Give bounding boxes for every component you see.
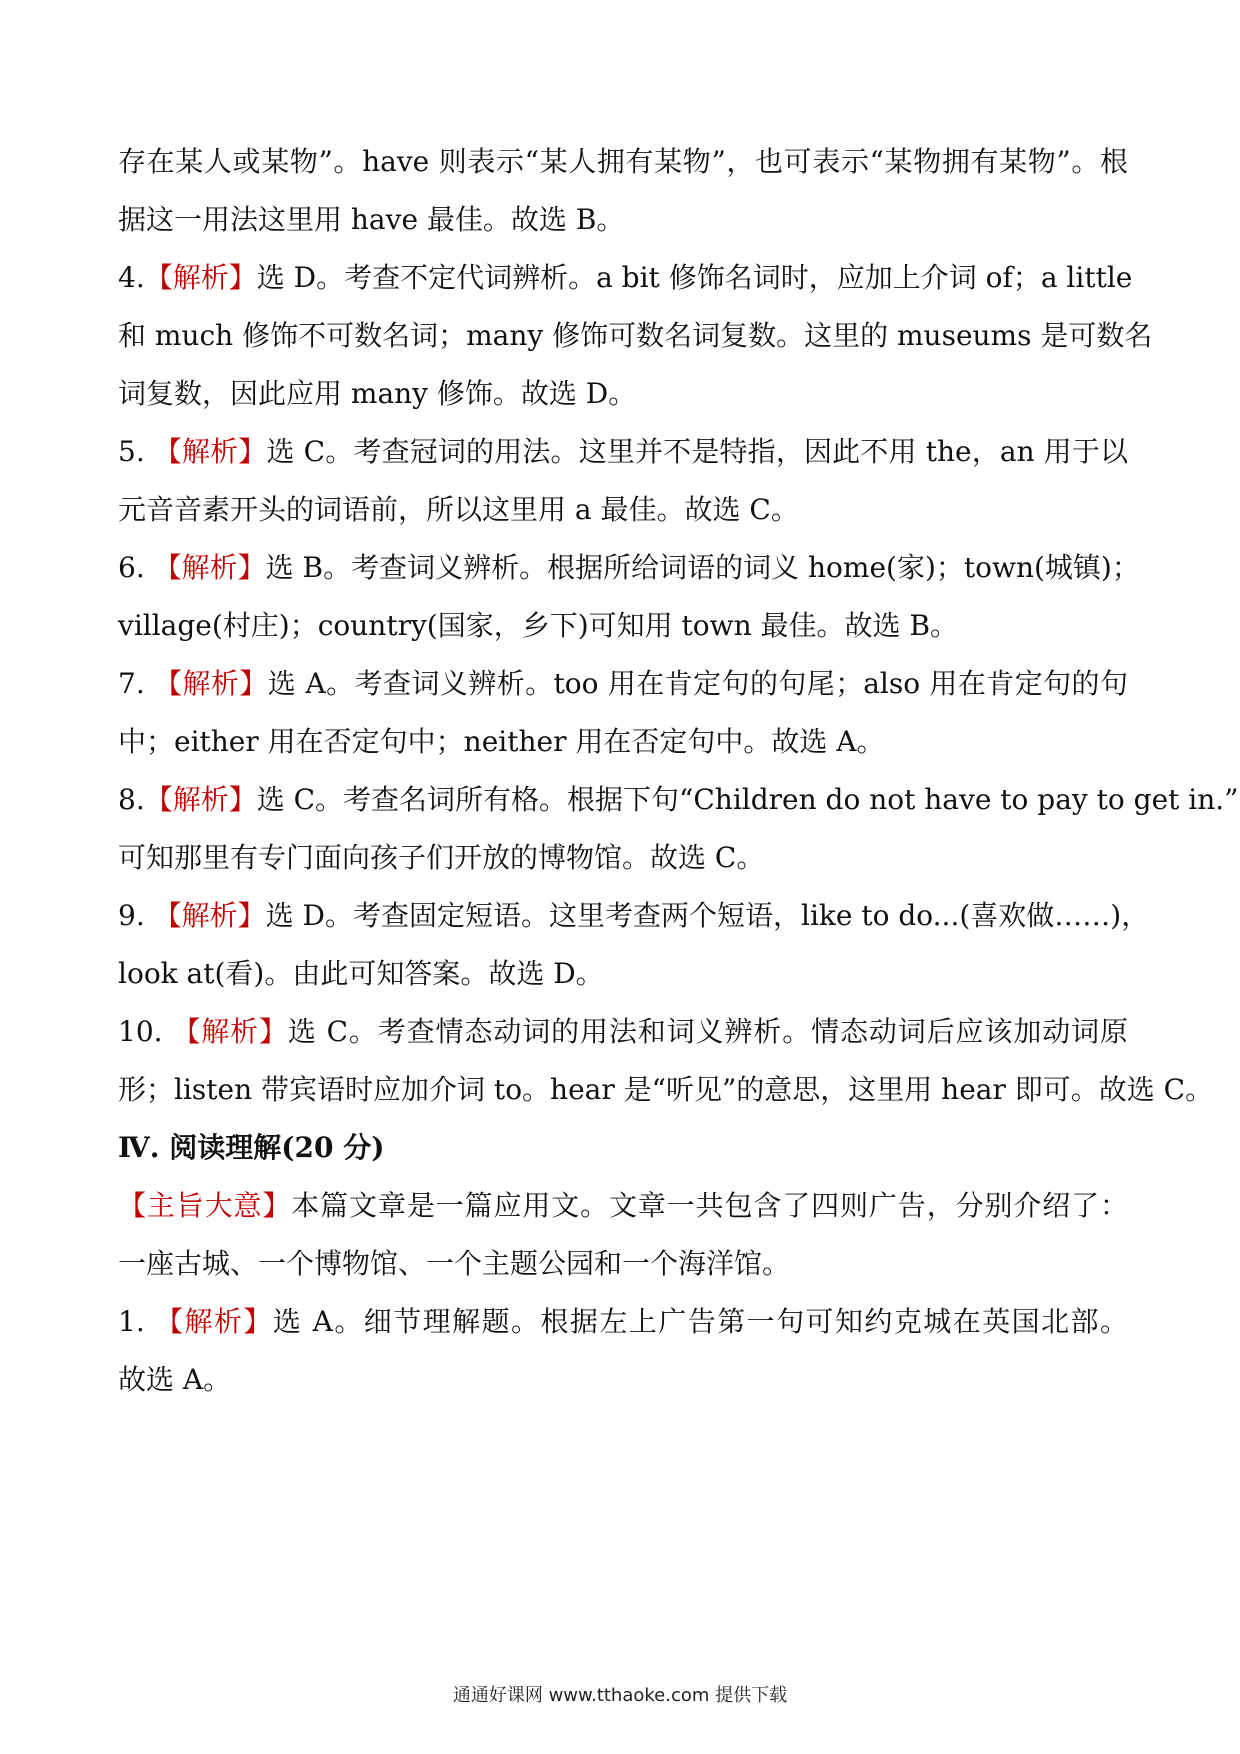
text-line: 词复数，因此应用 many 修饰。故选 D。 (118, 377, 637, 410)
analysis-tag: 【解析】 (144, 261, 257, 294)
text-line: look at(看)。由此可知答案。故选 D。 (118, 957, 604, 990)
analysis-tag: 【解析】 (155, 1305, 273, 1338)
section-heading: Ⅳ. 阅读理解(20 分) (118, 1131, 385, 1164)
analysis-tag: 【解析】 (154, 667, 268, 700)
text-line: 可知那里有专门面向孩子们开放的博物馆。故选 C。 (118, 841, 765, 874)
main-idea-line: 【主旨大意】本篇文章是一篇应用文。文章一共包含了四则广告，分别介绍了： (118, 1189, 1128, 1222)
text-line: 和 much 修饰不可数名词；many 修饰可数名词复数。这里的 museums 是可数名 (118, 319, 1153, 352)
text-line: 据这一用法这里用 have 最佳。故选 B。 (118, 203, 625, 236)
answer-8-line: 8.【解析】选 C。考查名词所有格。根据下句“Children do not have to pay to get in.” (118, 783, 1239, 816)
text-line: 元音音素开头的词语前，所以这里用 a 最佳。故选 C。 (118, 493, 799, 526)
answer-7-line: 7. 【解析】选 A。考查词义辨析。too 用在肯定句的句尾；also 用在肯定句的句 (118, 667, 1128, 700)
answer-6-line: 6. 【解析】选 B。考查词义辨析。根据所给词语的词义 home(家)；town(城镇)； (118, 551, 1140, 584)
text-line: 一座古城、一个博物馆、一个主题公园和一个海洋馆。 (118, 1247, 791, 1280)
answer-10-line: 10. 【解析】选 C。考查情态动词的用法和词义辨析。情态动词后应该加动词原 (118, 1015, 1128, 1048)
answer-9-line: 9. 【解析】选 D。考查固定短语。这里考查两个短语，like to do...(喜欢做……)， (118, 899, 1150, 932)
answer-5-line: 5. 【解析】选 C。考查冠词的用法。这里并不是特指，因此不用 the，an 用于以 (118, 435, 1128, 468)
analysis-tag: 【解析】 (153, 899, 266, 932)
text-line: 故选 A。 (118, 1363, 232, 1396)
analysis-tag: 【解析】 (144, 783, 257, 816)
answer-1-line: 1. 【解析】选 A。细节理解题。根据左上广告第一句可知约克城在英国北部。 (118, 1305, 1128, 1338)
answer-4-line: 4.【解析】选 D。考查不定代词辨析。a bit 修饰名词时，应加上介词 of；a little (118, 261, 1133, 294)
main-idea-tag: 【主旨大意】 (118, 1189, 292, 1222)
page-footer: 通通好课网 www.tthaoke.com 提供下载 (452, 1685, 788, 1706)
analysis-tag: 【解析】 (172, 1015, 288, 1048)
text-line: 存在某人或某物”。have 则表示“某人拥有某物”，也可表示“某物拥有某物”。根 (118, 145, 1128, 178)
text-line: 形；listen 带宾语时应加介词 to。hear 是“听见”的意思，这里用 hear 即可。故选 C。 (118, 1073, 1214, 1106)
analysis-tag: 【解析】 (153, 551, 266, 584)
text-line: 中；either 用在否定句中；neither 用在否定句中。故选 A。 (118, 725, 885, 758)
text-line: village(村庄)；country(国家，乡下)可知用 town 最佳。故选 B。 (118, 609, 959, 642)
analysis-tag: 【解析】 (153, 435, 267, 468)
